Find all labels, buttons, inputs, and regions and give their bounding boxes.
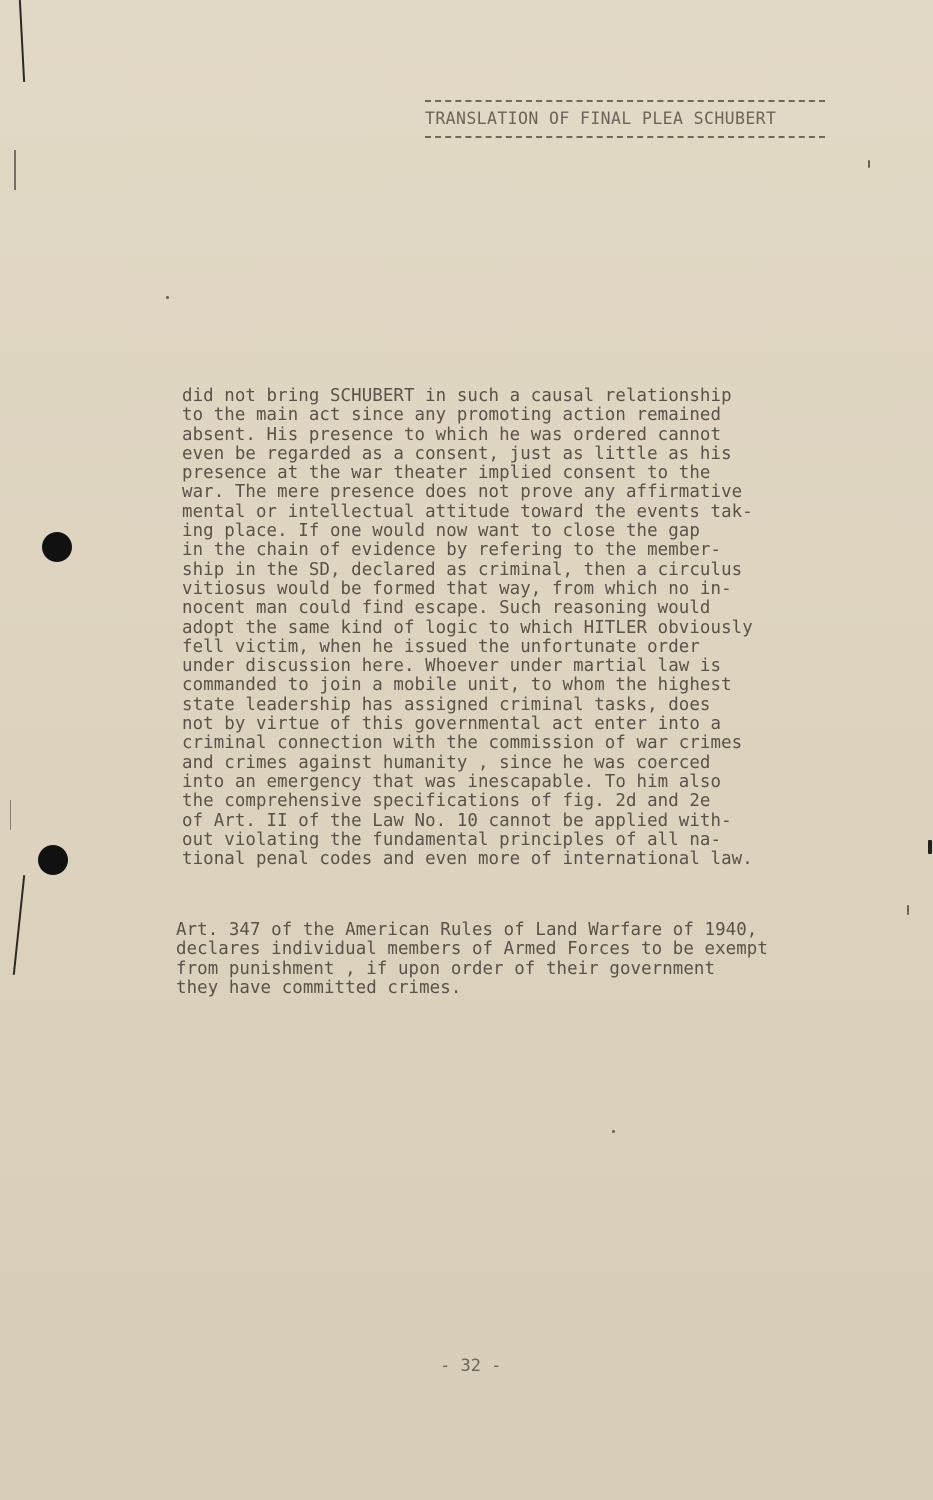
text-line: state leadership has assigned criminal tasks, does: [182, 694, 711, 715]
text-line: to the main act since any promoting action remained: [182, 405, 722, 426]
text-line: even be regarded as a consent, just as little as his: [182, 443, 732, 464]
left-edge-mark: [19, 0, 25, 82]
text-line: presence at the war theater implied consent to the: [182, 463, 711, 484]
text-line: tional penal codes and even more of international law.: [182, 849, 753, 870]
text-line: the comprehensive specifications of fig. 2d and 2e: [182, 791, 711, 812]
text-line: they have committed crimes.: [176, 977, 462, 998]
header-rule-top: [425, 100, 825, 102]
text-line: adopt the same kind of logic to which HITLER obviously: [182, 617, 753, 638]
text-line: from punishment , if upon order of their government: [176, 958, 716, 979]
text-line: mental or intellectual attitude toward the events tak-: [182, 501, 753, 522]
text-line: out violating the fundamental principles of all na-: [182, 829, 722, 850]
text-line: into an emergency that was inescapable. To him also: [182, 771, 722, 792]
text-line: absent. His presence to which he was ordered cannot: [182, 424, 722, 445]
text-line: of Art. II of the Law No. 10 cannot be applied with-: [182, 810, 732, 831]
paper-speck: [612, 1130, 615, 1133]
left-edge-mark: [10, 800, 11, 830]
paper-speck: [868, 160, 870, 168]
punch-hole: [42, 532, 72, 562]
text-line: fell victim, when he issued the unfortunate order: [182, 636, 700, 657]
text-line: in the chain of evidence by refering to the member-: [182, 540, 722, 561]
text-line: vitiosus would be formed that way, from which no in-: [182, 578, 732, 599]
header-rule-bottom: [425, 136, 825, 138]
paper-speck: [166, 296, 169, 299]
paper-speck: [928, 840, 932, 854]
text-line: war. The mere presence does not prove any affirmative: [182, 482, 743, 503]
text-line: ing place. If one would now want to close the gap: [182, 521, 700, 542]
text-line: commanded to join a mobile unit, to whom the highest: [182, 675, 732, 696]
paper-speck: [907, 905, 909, 915]
left-edge-mark: [14, 150, 16, 190]
text-line: ship in the SD, declared as criminal, then a circulus: [182, 559, 743, 580]
punch-hole: [38, 845, 68, 875]
body-paragraph-2: [176, 921, 768, 998]
text-line: not by virtue of this governmental act enter into a: [182, 714, 722, 735]
left-edge-mark: [13, 875, 25, 975]
text-line: criminal connection with the commission of war crimes: [182, 733, 743, 754]
body-paragraph-1: [182, 387, 753, 869]
text-line: under discussion here. Whoever under martial law is: [182, 656, 722, 677]
text-line: and crimes against humanity , since he was coerced: [182, 752, 711, 773]
text-line: did not bring SCHUBERT in such a causal relationship: [182, 386, 732, 406]
page-number: - 32 -: [440, 1356, 502, 1376]
text-line: Art. 347 of the American Rules of Land Warfare of 1940,: [176, 920, 758, 940]
text-line: declares individual members of Armed Forces to be exempt: [176, 939, 768, 960]
text-line: nocent man could find escape. Such reasoning would: [182, 598, 711, 619]
document-header-title: TRANSLATION OF FINAL PLEA SCHUBERT: [425, 109, 777, 128]
